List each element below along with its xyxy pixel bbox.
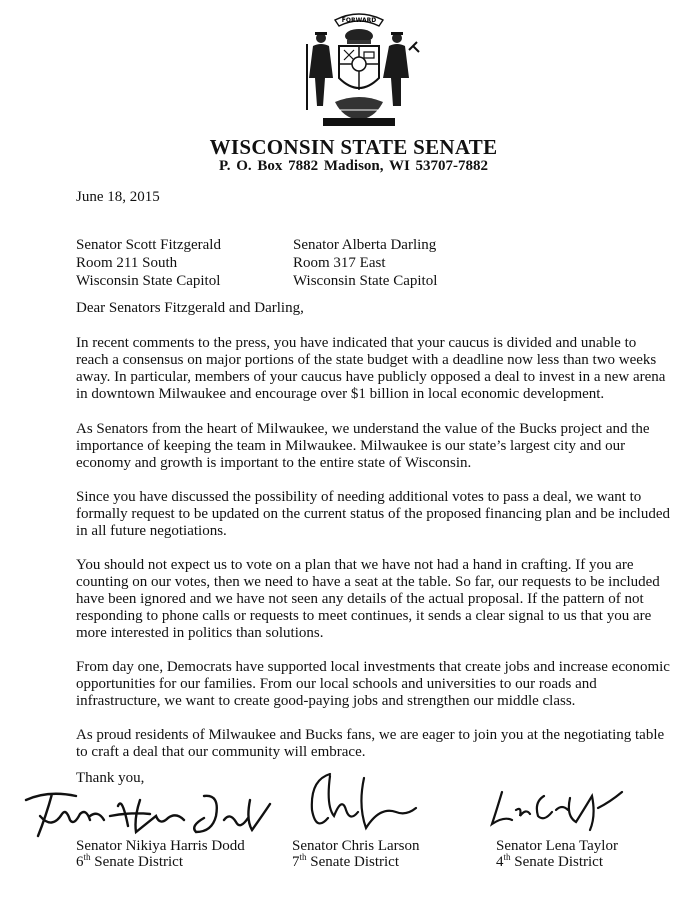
signer-block — [292, 838, 419, 870]
closing: Thank you, — [76, 770, 145, 786]
district-suffix: th — [503, 852, 511, 862]
district-number: 6 — [76, 854, 84, 870]
body-paragraph: Since you have discussed the possibility of needing additional votes to pass a deal, we want to formally request to be updated on the current status of the proposed financing plan and be included in all future negotiations. — [76, 489, 670, 539]
district-number: 4 — [496, 854, 504, 870]
recipient-building: Wisconsin State Capitol — [76, 273, 221, 289]
recipient-room: Room 317 East — [293, 255, 386, 271]
seal-motto: FORWARD — [341, 17, 377, 24]
district-suffix: th — [83, 852, 91, 862]
state-seal-icon — [295, 6, 423, 132]
body-paragraph: In recent comments to the press, you have indicated that your caucus is divided and unable to reach a consensus on major portions of the state budget with a deadline now less than two weeks away. In particular, members of your caucus have publicly opposed a deal to invest in a new arena in downtown Milwaukee and encourage over $1 billion in local economic development. — [76, 335, 666, 402]
district-label: Senate District — [510, 854, 603, 870]
body-paragraph: As Senators from the heart of Milwaukee, we understand the value of the Bucks project and the importance of keeping the team in Milwaukee. Milwaukee is our state’s largest city and our economy and growth is important to the entire state of Wisconsin. — [76, 421, 650, 471]
recipient-building: Wisconsin State Capitol — [293, 273, 438, 289]
signer-name: Senator Chris Larson — [292, 838, 420, 854]
signer-district — [76, 854, 245, 870]
signature-dodd — [18, 786, 276, 844]
recipient-name: Senator Alberta Darling — [293, 237, 437, 253]
district-label: Senate District — [90, 854, 183, 870]
letter-date: June 18, 2015 — [76, 189, 160, 205]
signer-name: Senator Nikiya Harris Dodd — [76, 838, 245, 854]
signer-district — [496, 854, 618, 870]
body-paragraph: As proud residents of Milwaukee and Bucks fans, we are eager to join you at the negotiating table to craft a deal that our community will embrace. — [76, 727, 665, 760]
district-number: 7 — [292, 854, 300, 870]
signature-larson — [300, 766, 420, 840]
district-suffix: th — [299, 852, 307, 862]
recipient-name: Senator Scott Fitzgerald — [76, 237, 221, 253]
body-paragraph: You should not expect us to vote on a plan that we have not had a hand in crafting. If you are counting on our votes, then we need to have a seat at the table. So far, our requests to be included have been ignored and we have not seen any details of the actual proposal. If the pattern of not responding to phone calls or requests to meet continues, it sends a clear signal to us that you are more interested in politics than solutions. — [76, 557, 660, 641]
signer-block — [496, 838, 618, 870]
salutation: Dear Senators Fitzgerald and Darling, — [76, 300, 304, 316]
recipient-block — [76, 236, 221, 290]
letterhead-address: P. O. Box 7882 Madison, WI 53707-7882 — [218, 158, 489, 174]
recipient-block — [293, 236, 437, 290]
signer-district — [292, 854, 419, 870]
signer-name: Senator Lena Taylor — [496, 838, 618, 854]
body-paragraph: From day one, Democrats have supported local investments that create jobs and increase economic opportunities for our families. From our local schools and universities to our roads and infrastructure, we want to create good-paying jobs and strengthen our middle class. — [76, 659, 670, 709]
recipient-room: Room 211 South — [76, 255, 178, 271]
signature-taylor — [486, 786, 628, 832]
letterhead-title: WISCONSIN STATE SENATE — [209, 135, 498, 159]
district-label: Senate District — [306, 854, 399, 870]
signer-block — [76, 838, 245, 870]
